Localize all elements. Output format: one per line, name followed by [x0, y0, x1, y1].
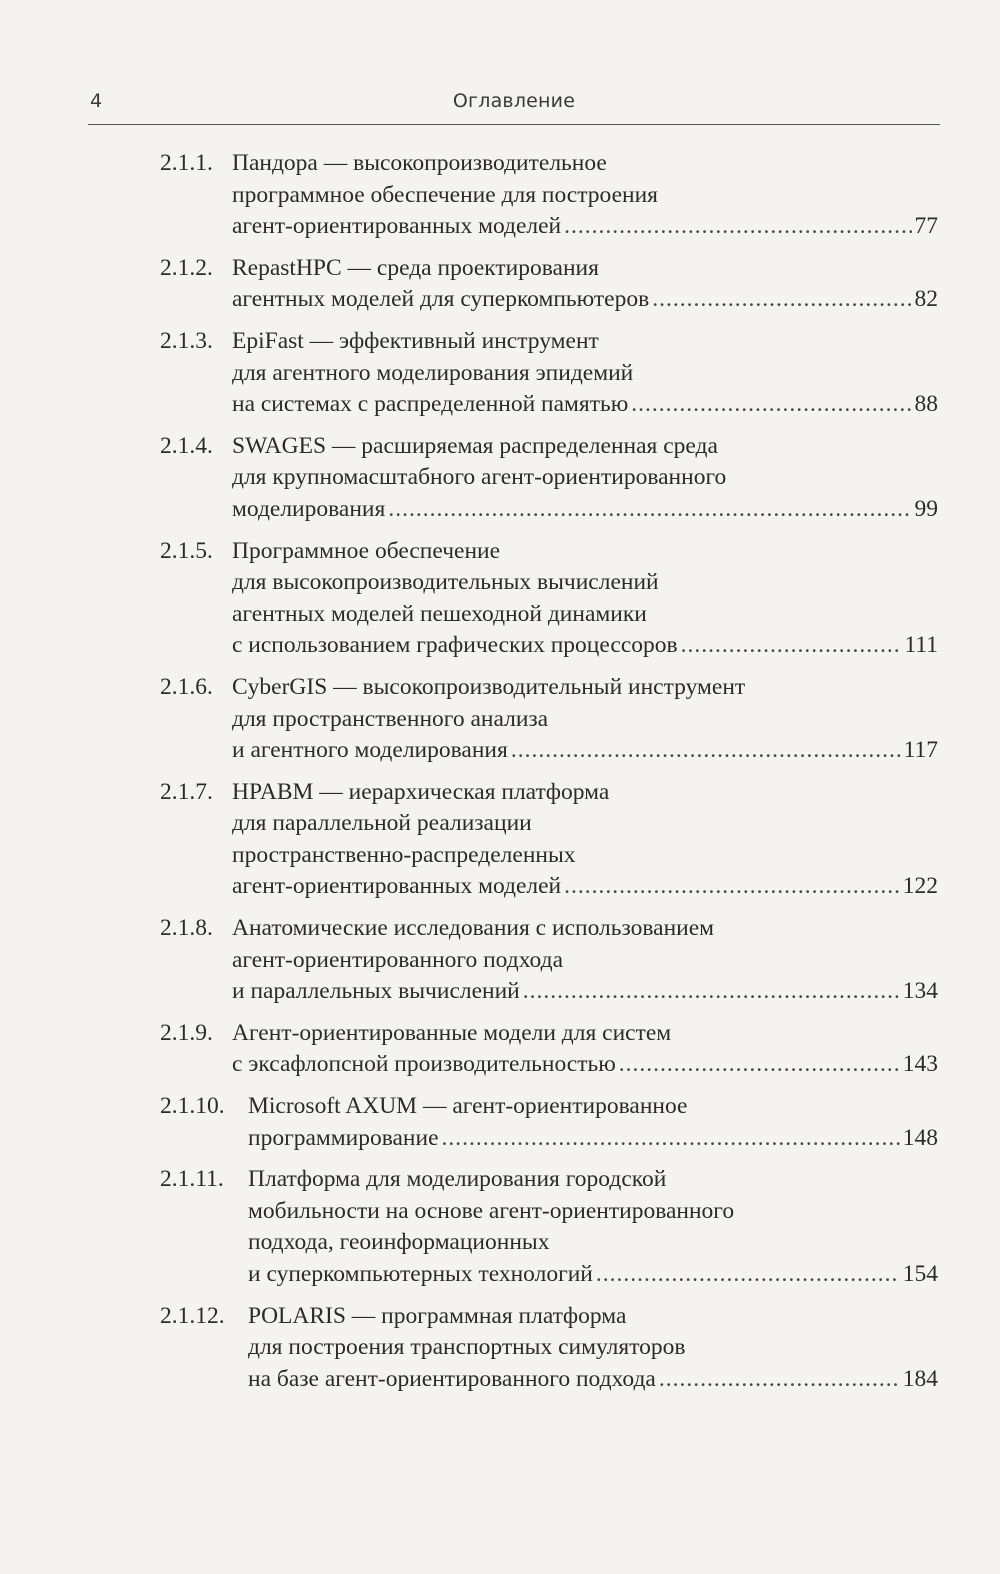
toc-entry[interactable]: [160, 536, 938, 662]
toc-entry-number: 2.1.1.: [160, 150, 213, 176]
toc-entry-number: 2.1.5.: [160, 537, 213, 564]
toc-entry-title-line: агентных моделей для суперкомпьютеров: [232, 286, 650, 313]
toc-entry-last-line: [248, 1259, 938, 1291]
toc-entry-title-line: с эксафлопсной производительностью: [232, 1051, 616, 1078]
toc-entry[interactable]: [160, 148, 938, 243]
toc-entry-title-line: агент-ориентированных моделей: [232, 213, 562, 240]
dot-leader: [564, 871, 900, 903]
toc-entry-title: [160, 1018, 938, 1081]
toc-entry-last-line: [232, 976, 938, 1008]
toc-entry-number: 2.1.9.: [160, 1019, 213, 1046]
toc-entry-title: [160, 1091, 938, 1154]
toc-entry-page[interactable]: 88: [914, 391, 938, 418]
toc-entry[interactable]: [160, 253, 938, 316]
toc-entry-title-line: Платформа для моделирования городской: [248, 1166, 667, 1193]
toc-entry-title-line: Анатомические исследования с использованием: [232, 915, 715, 942]
toc-entry[interactable]: [160, 326, 938, 421]
toc-entry-number: 2.1.10.: [160, 1093, 225, 1120]
toc-entry[interactable]: [160, 777, 938, 903]
toc-entry-page[interactable]: 148: [902, 1124, 938, 1151]
toc-entry-title-line: для крупномасштабного агент-ориентированного: [232, 464, 727, 491]
dot-leader: [652, 284, 911, 316]
toc-entry-page[interactable]: 99: [914, 495, 938, 522]
toc-entry-number: 2.1.12.: [160, 1302, 225, 1329]
toc-entry-page[interactable]: 111: [904, 632, 938, 659]
toc-entry-title-line: и агентного моделирования: [232, 737, 508, 764]
toc-entry-title-line: на базе агент-ориентированного подхода: [248, 1365, 656, 1392]
toc-entry-title-line: агент-ориентированного подхода: [232, 946, 564, 973]
toc-entry-last-line: [248, 1364, 938, 1396]
toc-entry-page[interactable]: 122: [902, 873, 938, 900]
toc-entry-last-line: [248, 1123, 938, 1155]
dot-leader: [564, 211, 911, 243]
dot-leader: [388, 494, 911, 526]
toc-entry-title-line: RepastHPC — среда проектирования: [232, 254, 599, 281]
toc-entry-title: [160, 326, 938, 421]
toc-entry-title-line: EpiFast — эффективный инструмент: [232, 327, 599, 354]
toc-entry-title-line: агент-ориентированных моделей: [232, 873, 562, 900]
running-header: [88, 86, 940, 125]
toc-entry-last-line: [232, 284, 938, 316]
toc-entry[interactable]: [160, 1164, 938, 1290]
toc-entry-title-line: для агентного моделирования эпидемий: [232, 359, 634, 386]
toc-entry-title-line: с использованием графических процессоров: [232, 632, 678, 659]
toc-entry-page[interactable]: 154: [902, 1261, 938, 1287]
toc-entry-title-line: программирование: [248, 1124, 439, 1151]
toc-entry[interactable]: [160, 431, 938, 526]
toc-entry-title-line: CyberGIS — высокопроизводительный инструмент: [232, 673, 746, 700]
toc-entry-title-line: SWAGES — расширяемая распределенная среда: [232, 432, 718, 459]
toc-entry-title-line: Агент-ориентированные модели для систем: [232, 1019, 672, 1046]
page-number: 4: [90, 90, 103, 112]
toc-entry-last-line: [232, 735, 938, 767]
toc-entry-last-line: [232, 1049, 938, 1081]
toc-entry-title-line: для параллельной реализации: [232, 810, 532, 837]
toc-entry[interactable]: [160, 1018, 938, 1081]
toc-entry-page[interactable]: 184: [902, 1365, 938, 1392]
toc-entry-title-line: программное обеспечение для построения: [232, 181, 658, 208]
toc-entry[interactable]: [160, 913, 938, 1008]
dot-leader: [442, 1123, 900, 1155]
toc-entry-page[interactable]: 143: [902, 1051, 938, 1078]
dot-leader: [659, 1364, 900, 1396]
toc-entry-number: 2.1.6.: [160, 673, 213, 700]
toc-entry-title-line: для пространственного анализа: [232, 705, 549, 732]
toc-entry-title-line: агентных моделей пешеходной динамики: [232, 600, 647, 627]
toc-entry-title-line: для построения транспортных симуляторов: [248, 1334, 686, 1361]
dot-leader: [596, 1259, 900, 1291]
toc-entry-title-line: и суперкомпьютерных технологий: [248, 1261, 593, 1287]
toc-entry-last-line: [232, 494, 938, 526]
dot-leader: [619, 1049, 900, 1081]
toc-entry-title: [160, 777, 938, 903]
toc-entry-title-line: для высокопроизводительных вычислений: [232, 569, 659, 596]
toc-entry-last-line: [232, 389, 938, 421]
toc-entry-number: 2.1.3.: [160, 327, 213, 354]
toc-entry-title-line: мобильности на основе агент-ориентированного: [248, 1197, 735, 1224]
toc-entry-number: 2.1.2.: [160, 254, 213, 281]
toc-entry[interactable]: [160, 1091, 938, 1154]
toc-entry-number: 2.1.11.: [160, 1166, 224, 1193]
toc-entry-title: [160, 1164, 938, 1290]
toc-entry-page[interactable]: 77: [914, 213, 938, 240]
dot-leader: [681, 630, 902, 662]
toc-entry-page[interactable]: 82: [914, 286, 938, 313]
toc-entry-title-line: пространственно-распределенных: [232, 841, 576, 868]
toc-entry-number: 2.1.7.: [160, 778, 213, 805]
toc-entry-title-line: подхода, геоинформационных: [248, 1229, 550, 1256]
toc-entry-page[interactable]: 117: [903, 737, 938, 764]
toc-entry-number: 2.1.8.: [160, 915, 213, 942]
table-of-contents: [160, 148, 938, 1405]
toc-entry-title-line: Программное обеспечение: [232, 537, 501, 564]
dot-leader: [631, 389, 911, 421]
toc-entry-title-line: Пандора — высокопроизводительное: [232, 150, 607, 176]
toc-entry-title: [160, 536, 938, 662]
toc-entry[interactable]: [160, 672, 938, 767]
toc-entry[interactable]: [160, 1301, 938, 1396]
toc-entry-title: [160, 672, 938, 767]
dot-leader: [523, 976, 900, 1008]
toc-entry-title-line: на системах с распределенной памятью: [232, 391, 629, 418]
toc-entry-title-line: POLARIS — программная платформа: [248, 1302, 627, 1329]
toc-entry-title-line: и параллельных вычислений: [232, 978, 520, 1005]
toc-entry-title: [160, 913, 938, 1008]
running-title: Оглавление: [452, 90, 576, 112]
dot-leader: [511, 735, 901, 767]
toc-entry-last-line: [232, 630, 938, 662]
toc-entry-title: [160, 431, 938, 526]
toc-entry-number: 2.1.4.: [160, 432, 213, 459]
toc-entry-title: [160, 253, 938, 316]
toc-entry-title-line: моделирования: [232, 495, 386, 522]
toc-entry-last-line: [232, 871, 938, 903]
toc-entry-page[interactable]: 134: [902, 978, 938, 1005]
toc-entry-title: [160, 148, 938, 243]
toc-entry-title: [160, 1301, 938, 1396]
toc-entry-title-line: HPABM — иерархическая платформа: [232, 778, 610, 805]
toc-entry-last-line: [232, 211, 938, 243]
toc-entry-title-line: Microsoft AXUM — агент-ориентированное: [248, 1093, 688, 1120]
